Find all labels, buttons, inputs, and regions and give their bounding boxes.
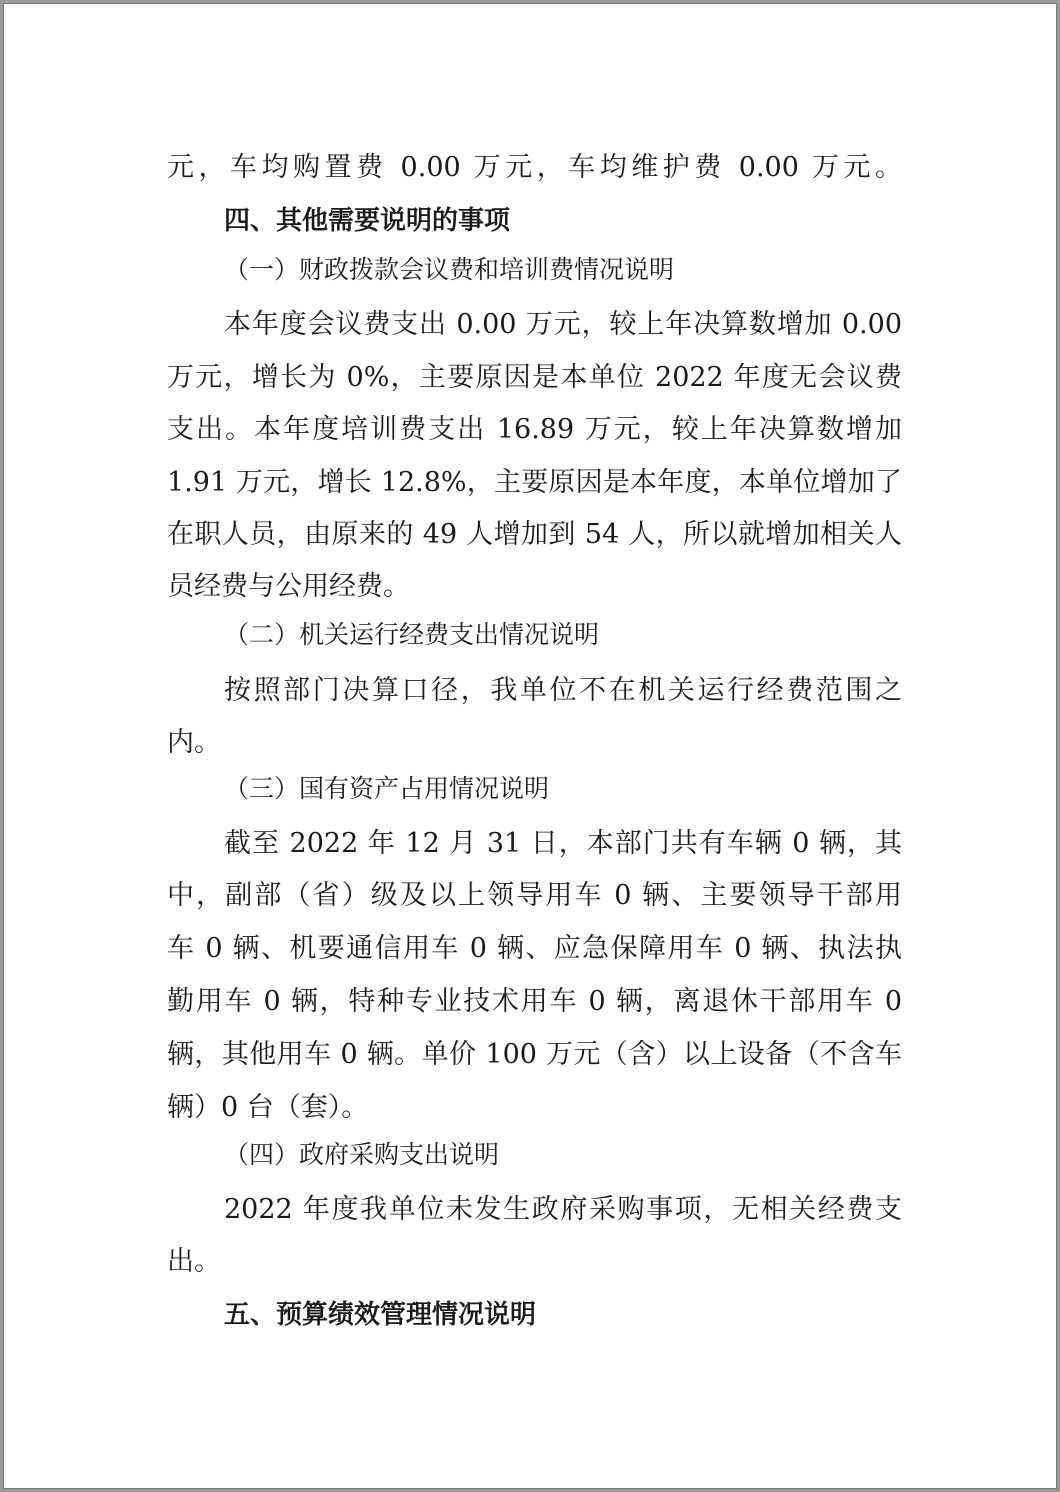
section-heading: 四、其他需要说明的事项 [224,206,511,236]
text-line: 按照部门决算口径，我单位不在机关运行经费范围之 [224,675,902,706]
subsection-heading: （二）机关运行经费支出情况说明 [224,620,600,649]
text-line: 2022 年度我单位未发生政府采购事项，无相关经费支 [224,1194,902,1225]
subsection-heading: （三）国有资产占用情况说明 [224,774,550,803]
subsection-heading: （四）政府采购支出说明 [224,1140,500,1169]
subsection-heading: （一）财政拨款会议费和培训费情况说明 [224,255,675,284]
section-heading: 五、预算绩效管理情况说明 [224,1300,537,1330]
text-line: 中，副部（省）级及以上领导用车 0 辆、主要领导干部用 [167,880,902,911]
text-line: 1.91 万元，增长 12.8%，主要原因是本年度，本单位增加了 [167,467,902,498]
text-line: 内。 [167,727,221,758]
text-line: 员经费与公用经费。 [167,571,410,602]
text-line: 元，车均购置费 0.00 万元，车均维护费 0.00 万元。 [167,152,902,183]
text-line: 出。 [167,1246,221,1277]
text-line: 辆）0 台（套）。 [167,1092,369,1123]
document-page [3,3,1057,1489]
text-line: 截至 2022 年 12 月 31 日，本部门共有车辆 0 辆，其 [224,828,902,859]
text-line: 本年度会议费支出 0.00 万元，较上年决算数增加 0.00 [224,309,902,340]
text-line: 辆，其他用车 0 辆。单价 100 万元（含）以上设备（不含车 [167,1039,902,1070]
text-line: 勤用车 0 辆，特种专业技术用车 0 辆，离退休干部用车 0 [167,986,902,1017]
text-line: 万元，增长为 0%，主要原因是本单位 2022 年度无会议费 [167,362,902,393]
text-line: 在职人员，由原来的 49 人增加到 54 人，所以就增加相关人 [167,519,902,550]
text-line: 支出。本年度培训费支出 16.89 万元，较上年决算数增加 [167,414,902,445]
text-line: 车 0 辆、机要通信用车 0 辆、应急保障用车 0 辆、执法执 [167,933,902,964]
